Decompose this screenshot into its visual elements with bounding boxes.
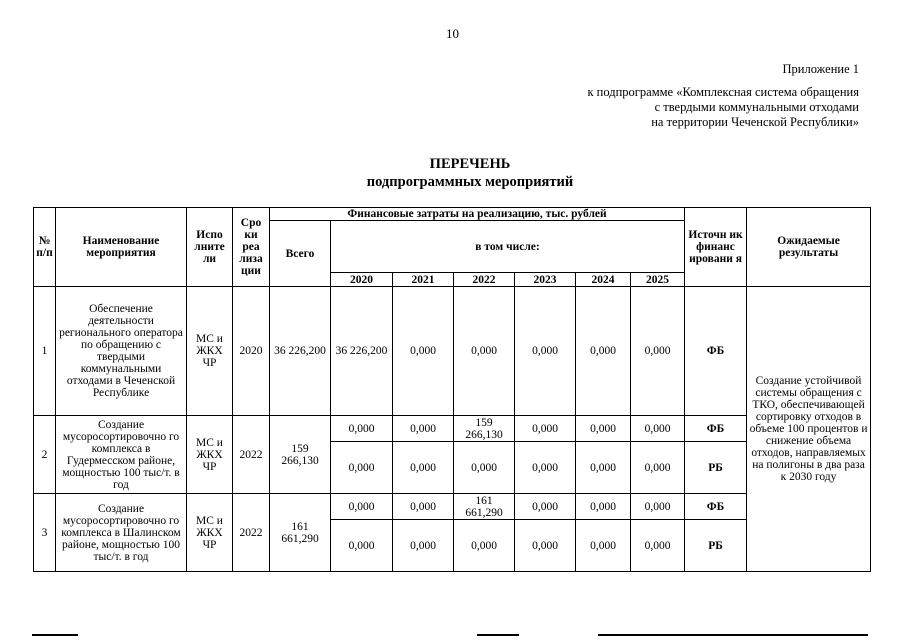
- row-number: 3: [34, 494, 56, 572]
- total-cell: 159 266,130: [270, 416, 331, 494]
- measure-name: Создание мусоросортировочно го комплекса в Шалинском районе, мощностью 100 тыс/т. в год: [56, 494, 187, 572]
- header-executor: Испо лните ли: [187, 208, 233, 287]
- year-value-cell: 161 661,290: [454, 494, 515, 520]
- year-value-cell: 0,000: [454, 442, 515, 494]
- year-value-cell: 0,000: [515, 416, 576, 442]
- year-value-cell: 36 226,200: [331, 287, 393, 416]
- executor-cell: МС и ЖКХ ЧР: [187, 416, 233, 494]
- table-row: [34, 494, 871, 520]
- header-total: Всего: [270, 221, 331, 287]
- measure-name: Обеспечение деятельности регионального оператора по обращению с твердыми коммунальными отходами в Чеченской Республике: [56, 287, 187, 416]
- source-cell: ФБ: [685, 494, 747, 520]
- row-number: 2: [34, 416, 56, 494]
- year-value-cell: 0,000: [631, 520, 685, 572]
- header-financial-costs: Финансовые затраты на реализацию, тыс. рублей: [270, 208, 685, 221]
- header-year: 2022: [454, 273, 515, 287]
- page-bottom-mark: [598, 634, 868, 636]
- header-name: Наименование мероприятия: [56, 208, 187, 287]
- source-cell: ФБ: [685, 287, 747, 416]
- document-title: [0, 155, 905, 191]
- measure-name: Создание мусоросортировочно го комплекса в Гудермесском районе, мощностью 100 тыс/т. в год: [56, 416, 187, 494]
- year-value-cell: 0,000: [515, 494, 576, 520]
- year-value-cell: 159 266,130: [454, 416, 515, 442]
- subtitle-line: подпрограммных мероприятий: [366, 174, 574, 190]
- year-value-cell: 0,000: [576, 287, 631, 416]
- year-value-cell: 0,000: [393, 520, 454, 572]
- table-row: [34, 287, 871, 416]
- year-value-cell: 0,000: [515, 287, 576, 416]
- year-value-cell: 0,000: [631, 416, 685, 442]
- executor-cell: МС и ЖКХ ЧР: [187, 287, 233, 416]
- header-year: 2021: [393, 273, 454, 287]
- source-cell: РБ: [685, 520, 747, 572]
- year-value-cell: 0,000: [515, 520, 576, 572]
- header-num: № п/п: [34, 208, 56, 287]
- page-number: 10: [446, 26, 459, 41]
- header-including: в том числе:: [331, 221, 685, 273]
- measures-table: [33, 207, 871, 572]
- year-value-cell: 0,000: [631, 442, 685, 494]
- page-bottom-mark: [32, 634, 78, 636]
- page-bottom-mark: [477, 634, 519, 636]
- header-year: 2023: [515, 273, 576, 287]
- year-value-cell: 0,000: [576, 442, 631, 494]
- expected-result-cell: Создание устойчивой системы обращения с ТКО, обеспечивающей сортировку отходов в объеме 100 процентов и снижение объема отходов, направляемых на полигоны в два раза к 2030 году: [747, 287, 871, 572]
- year-value-cell: 0,000: [631, 494, 685, 520]
- total-cell: 36 226,200: [270, 287, 331, 416]
- table-row: [34, 416, 871, 442]
- header-source: Источн ик финанс ировани я: [685, 208, 747, 287]
- title-line: ПЕРЕЧЕНЬ: [429, 156, 511, 172]
- year-value-cell: 0,000: [331, 442, 393, 494]
- executor-cell: МС и ЖКХ ЧР: [187, 494, 233, 572]
- year-value-cell: 0,000: [576, 520, 631, 572]
- year-value-cell: 0,000: [454, 287, 515, 416]
- header-year: 2024: [576, 273, 631, 287]
- year-value-cell: 0,000: [331, 416, 393, 442]
- header-result: Ожидаемые результаты: [747, 208, 871, 287]
- header-year: 2020: [331, 273, 393, 287]
- year-value-cell: 0,000: [393, 442, 454, 494]
- year-value-cell: 0,000: [393, 416, 454, 442]
- year-value-cell: 0,000: [576, 494, 631, 520]
- year-value-cell: 0,000: [393, 287, 454, 416]
- header-year: 2025: [631, 273, 685, 287]
- year-value-cell: 0,000: [631, 287, 685, 416]
- year-value-cell: 0,000: [331, 520, 393, 572]
- row-number: 1: [34, 287, 56, 416]
- term-cell: 2022: [233, 494, 270, 572]
- year-value-cell: 0,000: [393, 494, 454, 520]
- source-cell: РБ: [685, 442, 747, 494]
- appendix-line: к подпрограмме «Комплексная система обращения: [587, 85, 859, 99]
- term-cell: 2022: [233, 416, 270, 494]
- year-value-cell: 0,000: [576, 416, 631, 442]
- year-value-cell: 0,000: [515, 442, 576, 494]
- term-cell: 2020: [233, 287, 270, 416]
- total-cell: 161 661,290: [270, 494, 331, 572]
- source-cell: ФБ: [685, 416, 747, 442]
- header-term: Сро ки реа лиза ции: [233, 208, 270, 287]
- appendix-block: [587, 62, 859, 130]
- appendix-title: Приложение 1: [782, 62, 859, 76]
- year-value-cell: 0,000: [331, 494, 393, 520]
- appendix-line: с твердыми коммунальными отходами: [654, 100, 859, 114]
- appendix-line: на территории Чеченской Республики»: [651, 115, 859, 129]
- year-value-cell: 0,000: [454, 520, 515, 572]
